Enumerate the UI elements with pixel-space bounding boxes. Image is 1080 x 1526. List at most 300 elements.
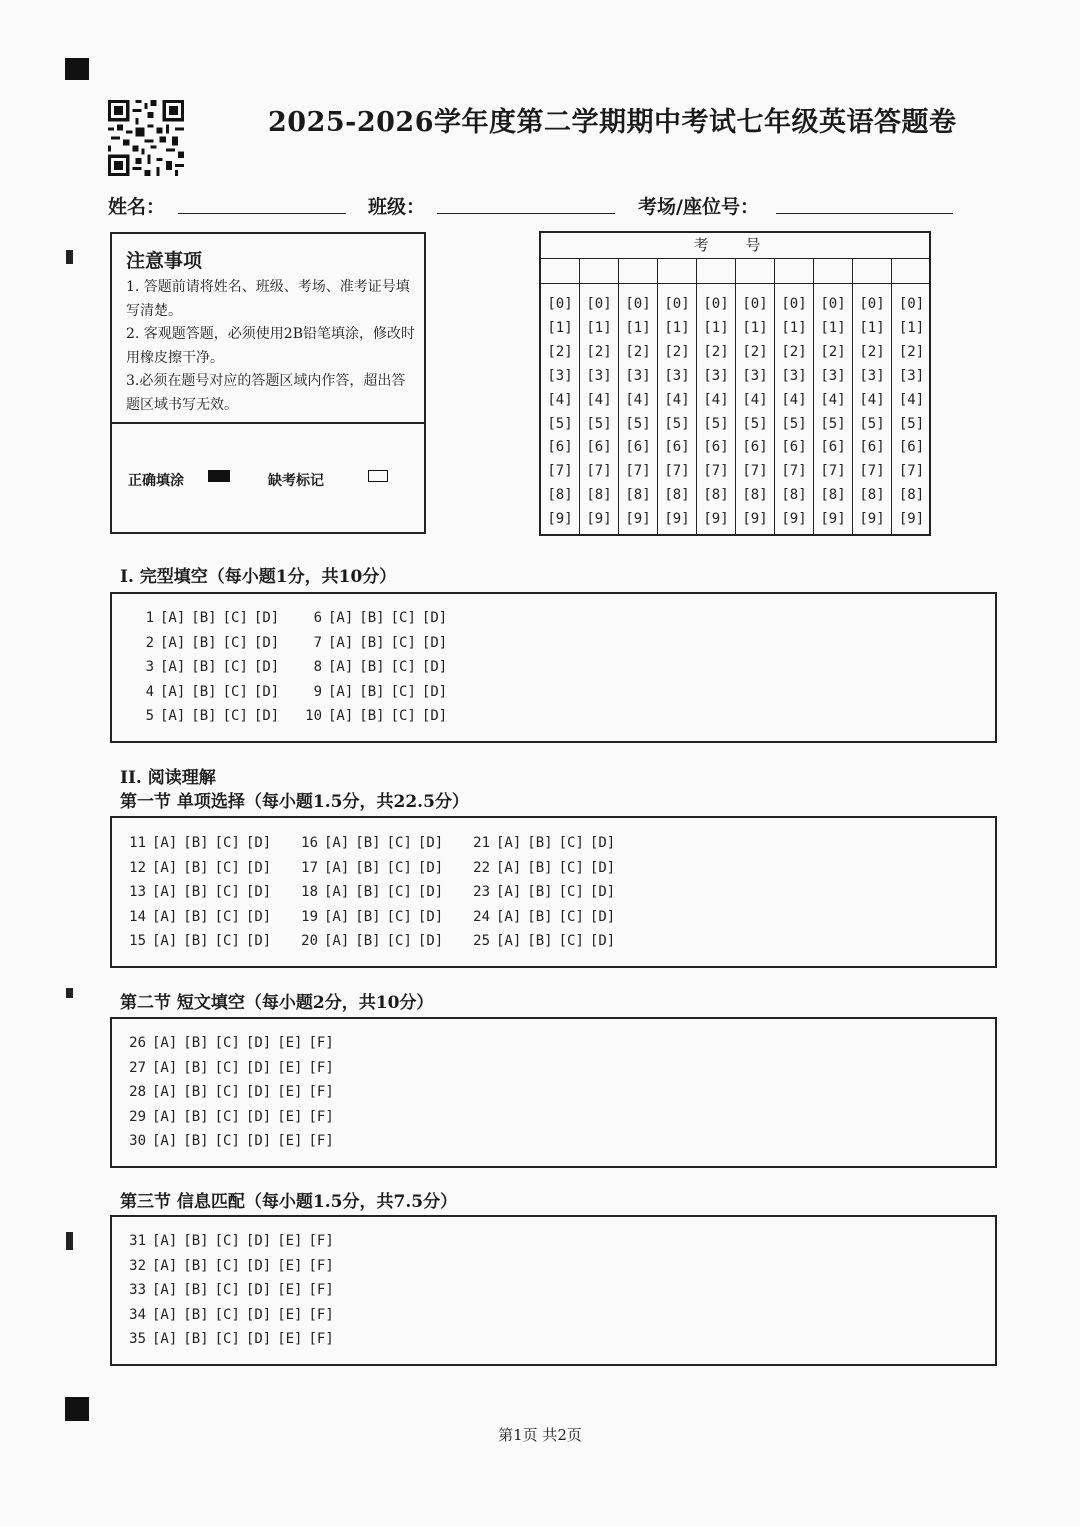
- answer-bubble[interactable]: [B]: [191, 634, 217, 651]
- exam-digit-bubble[interactable]: [4]: [859, 391, 885, 408]
- exam-digit-bubble[interactable]: [3]: [781, 367, 807, 384]
- answer-bubble[interactable]: [C]: [386, 835, 412, 851]
- exam-digit-bubble[interactable]: [3]: [859, 367, 885, 384]
- question-number: 24: [473, 908, 490, 925]
- answer-bubble[interactable]: [A]: [152, 1084, 178, 1101]
- answer-bubble[interactable]: [C]: [214, 1331, 240, 1348]
- answer-bubble[interactable]: [B]: [183, 1331, 209, 1348]
- question-row: [468, 880, 621, 905]
- answer-bubble[interactable]: [B]: [183, 884, 209, 901]
- seat-label: 考场/座位号：: [638, 196, 759, 218]
- exam-digit-bubble[interactable]: [1]: [742, 319, 768, 336]
- exam-number-column: [736, 258, 775, 534]
- answer-bubble[interactable]: [C]: [558, 908, 584, 925]
- exam-digit-bubble[interactable]: [1]: [898, 319, 925, 336]
- answer-bubble[interactable]: [E]: [277, 1084, 303, 1101]
- exam-number-write-box[interactable]: [853, 258, 891, 284]
- exam-digit-bubble[interactable]: [4]: [781, 391, 807, 408]
- answer-bubble[interactable]: [B]: [183, 1084, 209, 1101]
- notice-body: [126, 276, 416, 417]
- exam-digit-bubble[interactable]: [0]: [664, 296, 690, 312]
- exam-digit-bubble[interactable]: [6]: [625, 439, 651, 456]
- answer-bubble[interactable]: [D]: [589, 835, 616, 851]
- exam-number-write-box[interactable]: [658, 258, 696, 284]
- question-number: 2: [145, 634, 154, 651]
- answer-bubble[interactable]: [A]: [160, 659, 186, 676]
- exam-digit-bubble[interactable]: [7]: [625, 463, 651, 480]
- exam-digit-bubble[interactable]: [5]: [625, 415, 651, 432]
- exam-digit-bubble[interactable]: [7]: [898, 463, 925, 480]
- question-row: [132, 631, 285, 656]
- answer-bubble[interactable]: [D]: [417, 884, 444, 901]
- exam-number-column: [697, 258, 736, 534]
- answer-bubble[interactable]: [F]: [308, 1306, 334, 1323]
- answer-bubble[interactable]: [B]: [191, 659, 217, 676]
- exam-digit-bubble[interactable]: [9]: [859, 511, 885, 528]
- exam-digit-bubble[interactable]: [1]: [820, 319, 846, 336]
- answer-bubble[interactable]: [A]: [328, 634, 354, 651]
- exam-digit-bubble[interactable]: [2]: [742, 343, 768, 360]
- answer-bubble[interactable]: [B]: [183, 1233, 209, 1249]
- exam-digit-bubble[interactable]: [6]: [742, 439, 768, 456]
- answer-bubble[interactable]: [A]: [152, 1257, 178, 1274]
- question-number: 23: [473, 884, 490, 901]
- exam-digit-bubble[interactable]: [7]: [586, 463, 612, 480]
- answer-bubble[interactable]: [B]: [183, 1282, 209, 1299]
- exam-digit-bubble[interactable]: [6]: [664, 439, 690, 456]
- name-field[interactable]: [178, 213, 346, 214]
- answer-bubble[interactable]: [E]: [277, 1257, 303, 1274]
- answer-bubble[interactable]: [E]: [277, 1306, 303, 1323]
- answer-bubble[interactable]: [B]: [191, 708, 217, 725]
- answer-bubble[interactable]: [C]: [386, 884, 412, 901]
- exam-digit-bubble[interactable]: [2]: [664, 343, 690, 360]
- exam-digit-bubble[interactable]: [3]: [664, 367, 690, 384]
- exam-digit-bubble[interactable]: [4]: [898, 391, 925, 408]
- answer-bubble[interactable]: [C]: [214, 933, 240, 950]
- answer-bubble[interactable]: [C]: [222, 683, 248, 700]
- exam-digit-bubble[interactable]: [6]: [586, 439, 612, 456]
- exam-digit-bubble[interactable]: [5]: [781, 415, 807, 432]
- exam-digit-bubble[interactable]: [0]: [820, 296, 846, 312]
- answer-bubble[interactable]: [B]: [527, 933, 553, 950]
- answer-bubble[interactable]: [C]: [558, 884, 584, 901]
- exam-digit-bubble[interactable]: [5]: [547, 415, 573, 432]
- answer-bubble[interactable]: [D]: [417, 859, 444, 876]
- answer-bubble[interactable]: [A]: [152, 1331, 178, 1348]
- answer-bubble[interactable]: [E]: [277, 1059, 303, 1076]
- answer-bubble[interactable]: [A]: [160, 610, 186, 626]
- side-mark: [66, 988, 73, 998]
- answer-bubble[interactable]: [A]: [496, 835, 522, 851]
- exam-digit-bubble[interactable]: [0]: [625, 296, 651, 312]
- answer-bubble[interactable]: [C]: [222, 610, 248, 626]
- answer-bubble[interactable]: [E]: [277, 1035, 303, 1051]
- exam-number-write-box[interactable]: [892, 258, 931, 284]
- exam-digit-bubble[interactable]: [9]: [742, 511, 768, 528]
- answer-bubble[interactable]: [F]: [308, 1282, 334, 1299]
- answer-bubble[interactable]: [D]: [417, 908, 444, 925]
- exam-digit-bubble[interactable]: [8]: [898, 487, 925, 504]
- answer-bubble[interactable]: [D]: [245, 933, 272, 950]
- answer-bubble[interactable]: [C]: [214, 1084, 240, 1101]
- exam-digit-bubble[interactable]: [1]: [781, 319, 807, 336]
- answer-bubble[interactable]: [D]: [245, 1306, 272, 1323]
- answer-bubble[interactable]: [C]: [222, 708, 248, 725]
- answer-bubble[interactable]: [D]: [245, 1257, 272, 1274]
- answer-bubble[interactable]: [F]: [308, 1133, 334, 1150]
- exam-digit-bubble[interactable]: [9]: [625, 511, 651, 528]
- answer-bubble[interactable]: [A]: [328, 610, 354, 626]
- exam-digit-bubble[interactable]: [7]: [547, 463, 573, 480]
- exam-digit-bubble[interactable]: [1]: [859, 319, 885, 336]
- exam-digit-bubble[interactable]: [1]: [625, 319, 651, 336]
- answer-bubble[interactable]: [A]: [152, 933, 178, 950]
- answer-bubble[interactable]: [B]: [359, 683, 385, 700]
- answer-bubble[interactable]: [A]: [152, 835, 178, 851]
- answer-bubble[interactable]: [B]: [359, 659, 385, 676]
- exam-digit-bubble[interactable]: [4]: [625, 391, 651, 408]
- exam-digit-bubble[interactable]: [7]: [820, 463, 846, 480]
- answer-bubble[interactable]: [A]: [152, 1306, 178, 1323]
- exam-digit-bubble[interactable]: [4]: [586, 391, 612, 408]
- exam-digit-bubble[interactable]: [2]: [547, 343, 573, 360]
- answer-bubble[interactable]: [C]: [214, 1257, 240, 1274]
- answer-bubble[interactable]: [A]: [324, 933, 350, 950]
- answer-bubble[interactable]: [A]: [328, 683, 354, 700]
- answer-bubble[interactable]: [D]: [245, 1108, 272, 1125]
- exam-digit-bubble[interactable]: [8]: [664, 487, 690, 504]
- answer-bubble[interactable]: [D]: [253, 683, 280, 700]
- answer-bubble[interactable]: [D]: [245, 835, 272, 851]
- exam-digit-bubble[interactable]: [8]: [781, 487, 807, 504]
- exam-digit-bubble[interactable]: [1]: [703, 319, 729, 336]
- exam-digit-bubble[interactable]: [2]: [586, 343, 612, 360]
- answer-bubble[interactable]: [A]: [152, 1059, 178, 1076]
- exam-digit-bubble[interactable]: [8]: [859, 487, 885, 504]
- exam-digit-bubble[interactable]: [3]: [820, 367, 846, 384]
- exam-digit-bubble[interactable]: [6]: [859, 439, 885, 456]
- answer-bubble[interactable]: [D]: [421, 659, 448, 676]
- answer-bubble[interactable]: [D]: [589, 859, 616, 876]
- exam-digit-bubble[interactable]: [2]: [625, 343, 651, 360]
- answer-bubble[interactable]: [D]: [417, 835, 444, 851]
- answer-bubble[interactable]: [A]: [160, 683, 186, 700]
- exam-digit-bubble[interactable]: [3]: [625, 367, 651, 384]
- answer-bubble[interactable]: [D]: [245, 859, 272, 876]
- exam-digit-bubble[interactable]: [0]: [898, 296, 925, 312]
- answer-bubble[interactable]: [B]: [355, 859, 381, 876]
- notice-box: [110, 232, 426, 534]
- answer-bubble[interactable]: [A]: [496, 884, 522, 901]
- answer-bubble[interactable]: [B]: [183, 1108, 209, 1125]
- answer-bubble[interactable]: [F]: [308, 1059, 334, 1076]
- answer-bubble[interactable]: [F]: [308, 1331, 334, 1348]
- exam-digit-bubble[interactable]: [2]: [859, 343, 885, 360]
- exam-number-write-box[interactable]: [697, 258, 735, 284]
- answer-bubble[interactable]: [C]: [386, 859, 412, 876]
- exam-number-write-box[interactable]: [541, 258, 579, 284]
- answer-bubble[interactable]: [A]: [152, 1133, 178, 1150]
- answer-bubble[interactable]: [B]: [355, 908, 381, 925]
- question-number: 19: [301, 908, 318, 925]
- exam-number-write-box[interactable]: [580, 258, 618, 284]
- exam-number-write-box[interactable]: [619, 258, 657, 284]
- exam-digit-bubble[interactable]: [9]: [820, 511, 846, 528]
- answer-bubble[interactable]: [B]: [191, 610, 217, 626]
- exam-digit-bubble[interactable]: [3]: [586, 367, 612, 384]
- answer-bubble[interactable]: [B]: [183, 1059, 209, 1076]
- answer-bubble[interactable]: [A]: [324, 835, 350, 851]
- exam-digit-bubble[interactable]: [3]: [742, 367, 768, 384]
- answer-bubble[interactable]: [C]: [214, 859, 240, 876]
- exam-digit-bubble[interactable]: [6]: [547, 439, 573, 456]
- exam-digit-bubble[interactable]: [0]: [547, 296, 573, 312]
- exam-digit-bubble[interactable]: [2]: [898, 343, 925, 360]
- exam-digit-bubble[interactable]: [1]: [664, 319, 690, 336]
- answer-bubble[interactable]: [C]: [390, 708, 416, 725]
- answer-bubble[interactable]: [C]: [214, 1282, 240, 1299]
- answer-bubble[interactable]: [D]: [589, 908, 616, 925]
- seat-field[interactable]: [776, 213, 953, 214]
- answer-bubble[interactable]: [C]: [390, 683, 416, 700]
- exam-digit-bubble[interactable]: [6]: [781, 439, 807, 456]
- exam-digit-bubble[interactable]: [3]: [547, 367, 573, 384]
- answer-bubble[interactable]: [D]: [417, 933, 444, 950]
- exam-digit-bubble[interactable]: [3]: [898, 367, 925, 384]
- answer-bubble[interactable]: [A]: [324, 859, 350, 876]
- answer-bubble[interactable]: [D]: [245, 1035, 272, 1051]
- exam-digit-bubble[interactable]: [0]: [586, 296, 612, 312]
- answer-bubble[interactable]: [B]: [355, 933, 381, 950]
- exam-digit-bubble[interactable]: [4]: [664, 391, 690, 408]
- answer-bubble[interactable]: [B]: [183, 1133, 209, 1150]
- answer-bubble[interactable]: [D]: [421, 634, 448, 651]
- answer-bubble[interactable]: [D]: [245, 1282, 272, 1299]
- exam-digit-bubble[interactable]: [9]: [703, 511, 729, 528]
- answer-bubble[interactable]: [C]: [390, 634, 416, 651]
- exam-digit-bubble[interactable]: [5]: [586, 415, 612, 432]
- answer-bubble[interactable]: [A]: [152, 859, 178, 876]
- answer-bubble[interactable]: [E]: [277, 1133, 303, 1150]
- question-row: [296, 831, 449, 856]
- exam-digit-bubble[interactable]: [8]: [703, 487, 729, 504]
- answer-bubble[interactable]: [D]: [245, 1331, 272, 1348]
- answer-bubble[interactable]: [C]: [214, 908, 240, 925]
- answer-bubble[interactable]: [B]: [183, 1035, 209, 1051]
- exam-number-write-box[interactable]: [736, 258, 774, 284]
- answer-bubble[interactable]: [B]: [355, 835, 381, 851]
- answer-bubble[interactable]: [D]: [589, 933, 616, 950]
- answer-bubble[interactable]: [D]: [245, 1233, 272, 1249]
- exam-digit-bubble[interactable]: [6]: [820, 439, 846, 456]
- answer-bubble[interactable]: [B]: [527, 884, 553, 901]
- answer-bubble[interactable]: [D]: [253, 634, 280, 651]
- exam-digit-bubble[interactable]: [9]: [898, 511, 925, 528]
- answer-bubble[interactable]: [B]: [527, 859, 553, 876]
- exam-digit-bubble[interactable]: [0]: [781, 296, 807, 312]
- answer-bubble[interactable]: [A]: [152, 1035, 178, 1051]
- answer-bubble[interactable]: [A]: [328, 708, 354, 725]
- answer-bubble[interactable]: [C]: [222, 659, 248, 676]
- answer-bubble[interactable]: [E]: [277, 1331, 303, 1348]
- answer-bubble[interactable]: [C]: [558, 835, 584, 851]
- answer-bubble[interactable]: [B]: [183, 1306, 209, 1323]
- answer-bubble[interactable]: [B]: [359, 634, 385, 651]
- answer-bubble[interactable]: [C]: [214, 835, 240, 851]
- answer-bubble[interactable]: [B]: [183, 859, 209, 876]
- question-number: 6: [313, 610, 322, 626]
- answer-bubble[interactable]: [A]: [324, 908, 350, 925]
- question-row: [300, 631, 453, 656]
- answer-bubble[interactable]: [C]: [390, 610, 416, 626]
- exam-digit-bubble[interactable]: [9]: [547, 511, 573, 528]
- question-number: 30: [129, 1133, 146, 1150]
- answer-bubble[interactable]: [C]: [386, 908, 412, 925]
- answer-bubble[interactable]: [A]: [152, 1282, 178, 1299]
- exam-digit-bubble[interactable]: [2]: [781, 343, 807, 360]
- answer-bubble[interactable]: [A]: [496, 859, 522, 876]
- class-label: 班级：: [368, 196, 426, 218]
- exam-digit-bubble[interactable]: [7]: [703, 463, 729, 480]
- answer-bubble[interactable]: [B]: [183, 933, 209, 950]
- answer-bubble[interactable]: [A]: [160, 708, 186, 725]
- question-number: 12: [129, 859, 146, 876]
- answer-bubble[interactable]: [A]: [152, 1108, 178, 1125]
- answer-bubble[interactable]: [D]: [253, 659, 280, 676]
- exam-digit-bubble[interactable]: [2]: [703, 343, 729, 360]
- answer-bubble[interactable]: [B]: [183, 908, 209, 925]
- answer-bubble[interactable]: [D]: [245, 884, 272, 901]
- exam-digit-bubble[interactable]: [8]: [820, 487, 846, 504]
- exam-digit-bubble[interactable]: [7]: [781, 463, 807, 480]
- answer-bubble[interactable]: [D]: [245, 908, 272, 925]
- answer-bubble[interactable]: [B]: [355, 884, 381, 901]
- answer-bubble[interactable]: [D]: [253, 610, 280, 626]
- exam-digit-bubble[interactable]: [5]: [820, 415, 846, 432]
- exam-digit-bubble[interactable]: [5]: [703, 415, 729, 432]
- exam-digit-bubble[interactable]: [1]: [586, 319, 612, 336]
- answer-bubble[interactable]: [D]: [245, 1133, 272, 1150]
- answer-bubble[interactable]: [B]: [359, 610, 385, 626]
- answer-bubble[interactable]: [F]: [308, 1084, 334, 1101]
- answer-bubble[interactable]: [A]: [152, 908, 178, 925]
- exam-digit-bubble[interactable]: [0]: [703, 296, 729, 312]
- exam-digit-bubble[interactable]: [8]: [547, 487, 573, 504]
- exam-digit-bubble[interactable]: [4]: [820, 391, 846, 408]
- exam-digit-bubble[interactable]: [6]: [703, 439, 729, 456]
- answer-bubble[interactable]: [F]: [308, 1035, 334, 1051]
- answer-bubble[interactable]: [C]: [558, 933, 584, 950]
- exam-digit-bubble[interactable]: [3]: [703, 367, 729, 384]
- answer-bubble[interactable]: [C]: [214, 1306, 240, 1323]
- answer-bubble[interactable]: [C]: [214, 1133, 240, 1150]
- answer-bubble[interactable]: [C]: [390, 659, 416, 676]
- exam-digit-bubble[interactable]: [5]: [859, 415, 885, 432]
- exam-digit-bubble[interactable]: [4]: [547, 391, 573, 408]
- exam-digit-bubble[interactable]: [9]: [664, 511, 690, 528]
- answer-bubble[interactable]: [A]: [328, 659, 354, 676]
- answer-bubble[interactable]: [C]: [214, 1233, 240, 1249]
- answer-bubble[interactable]: [D]: [589, 884, 616, 901]
- answer-bubble[interactable]: [B]: [359, 708, 385, 725]
- answer-bubble[interactable]: [F]: [308, 1233, 334, 1249]
- answer-bubble[interactable]: [D]: [245, 1084, 272, 1101]
- class-field[interactable]: [437, 213, 615, 214]
- exam-digit-bubble[interactable]: [6]: [898, 439, 925, 456]
- absent-mark-box[interactable]: [368, 470, 388, 482]
- answer-bubble[interactable]: [D]: [421, 610, 448, 626]
- exam-digit-bubble[interactable]: [8]: [742, 487, 768, 504]
- answer-bubble[interactable]: [A]: [152, 884, 178, 901]
- exam-number-write-box[interactable]: [814, 258, 852, 284]
- exam-digit-bubble[interactable]: [5]: [742, 415, 768, 432]
- answer-bubble[interactable]: [B]: [527, 908, 553, 925]
- answer-bubble[interactable]: [E]: [277, 1233, 303, 1249]
- notice-line: 3.必须在题号对应的答题区域内作答，超出答题区域书写无效。: [126, 373, 406, 413]
- exam-digit-bubble[interactable]: [1]: [547, 319, 573, 336]
- exam-digit-bubble[interactable]: [4]: [703, 391, 729, 408]
- page-title: 2025-2026学年度第二学期期中考试七年级英语答题卷: [268, 107, 957, 138]
- exam-digit-bubble[interactable]: [8]: [625, 487, 651, 504]
- answer-bubble[interactable]: [C]: [214, 1108, 240, 1125]
- answer-bubble[interactable]: [A]: [324, 884, 350, 901]
- answer-bubble[interactable]: [B]: [191, 683, 217, 700]
- exam-digit-bubble[interactable]: [7]: [742, 463, 768, 480]
- answer-bubble[interactable]: [C]: [214, 1035, 240, 1051]
- answer-bubble[interactable]: [D]: [421, 708, 448, 725]
- answer-bubble[interactable]: [E]: [277, 1108, 303, 1125]
- answer-bubble[interactable]: [C]: [386, 933, 412, 950]
- notice-line: 1. 答题前请将姓名、班级、考场、准考证号填写清楚。: [126, 279, 410, 319]
- exam-digit-bubble[interactable]: [7]: [664, 463, 690, 480]
- section-reading2-heading: 第二节 短文填空（每小题2分，共10分）: [120, 993, 434, 1013]
- answer-bubble[interactable]: [C]: [214, 884, 240, 901]
- exam-digit-bubble[interactable]: [9]: [586, 511, 612, 528]
- exam-digit-bubble[interactable]: [2]: [820, 343, 846, 360]
- answer-bubble[interactable]: [C]: [214, 1059, 240, 1076]
- answer-bubble[interactable]: [E]: [277, 1282, 303, 1299]
- answer-bubble[interactable]: [C]: [558, 859, 584, 876]
- answer-bubble[interactable]: [B]: [183, 835, 209, 851]
- exam-digit-bubble[interactable]: [0]: [859, 296, 885, 312]
- answer-bubble[interactable]: [F]: [308, 1257, 334, 1274]
- exam-digit-bubble[interactable]: [5]: [664, 415, 690, 432]
- answer-bubble[interactable]: [D]: [421, 683, 448, 700]
- answer-bubble[interactable]: [D]: [253, 708, 280, 725]
- answer-bubble[interactable]: [D]: [245, 1059, 272, 1076]
- exam-digit-bubble[interactable]: [7]: [859, 463, 885, 480]
- exam-digit-bubble[interactable]: [4]: [742, 391, 768, 408]
- exam-digit-bubble[interactable]: [8]: [586, 487, 612, 504]
- answer-bubble[interactable]: [A]: [160, 634, 186, 651]
- question-number: 31: [129, 1233, 146, 1249]
- answer-bubble[interactable]: [A]: [152, 1233, 178, 1249]
- question-number: 1: [145, 610, 154, 626]
- answer-bubble[interactable]: [B]: [183, 1257, 209, 1274]
- exam-number-write-box[interactable]: [775, 258, 813, 284]
- answer-bubble[interactable]: [A]: [496, 933, 522, 950]
- exam-number-column: [580, 258, 619, 534]
- answer-bubble[interactable]: [A]: [496, 908, 522, 925]
- question-number: 33: [129, 1282, 146, 1299]
- exam-digit-bubble[interactable]: [5]: [898, 415, 925, 432]
- answer-bubble[interactable]: [C]: [222, 634, 248, 651]
- answer-bubble[interactable]: [F]: [308, 1108, 334, 1125]
- exam-digit-bubble[interactable]: [9]: [781, 511, 807, 528]
- exam-digit-bubble[interactable]: [0]: [742, 296, 768, 312]
- answer-bubble[interactable]: [B]: [527, 835, 553, 851]
